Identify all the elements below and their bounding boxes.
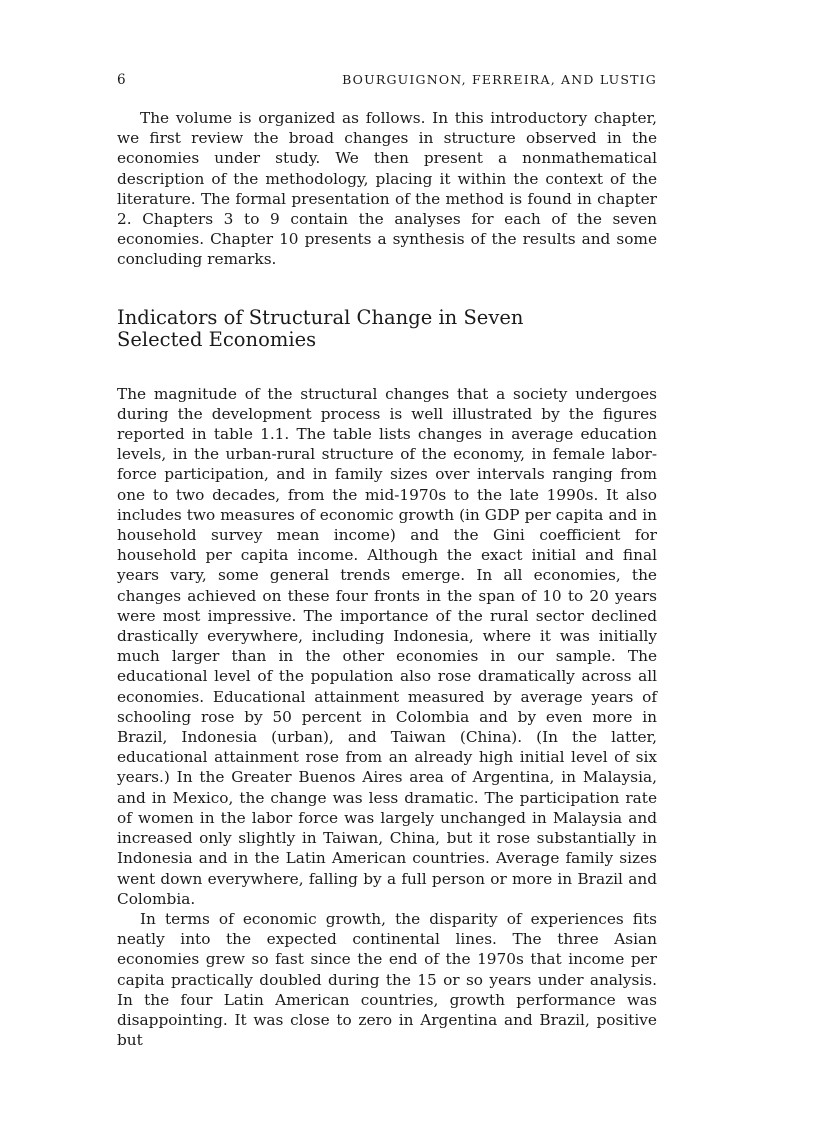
running-head-authors: BOURGUIGNON, FERREIRA, AND LUSTIG: [342, 72, 657, 87]
body-paragraph-1: The magnitude of the structural changes that a society undergoes during the development process is well illustrated by the figures reported in table 1.1. The table lists changes in average education levels, in the urban-rural structure of the economy, in female labor-force participation, and in family sizes over intervals ranging from one to two decades, from the mid-1970s to the late 1990s. It also includes two measures of economic growth (in GDP per capita and in household survey mean income) and the Gini coefficient for household per capita income. Although the exact initial and final years vary, some general trends emerge. In all economies, the changes achieved on these four fronts in the span of 10 to 20 years were most impressive. The importance of the rural sector declined drastically everywhere, including Indonesia, where it was initially much larger than in the other economies in our sample. The educational level of the population also rose dramatically across all economies. Educational attainment measured by average years of schooling rose by 50 percent in Colombia and by even more in Brazil, Indonesia (urban), and Taiwan (China). (In the latter, educational attainment rose from an already high initial level of six years.) In the Greater Buenos Aires area of Argentina, in Malaysia, and in Mexico, the change was less dramatic. The participation rate of women in the labor force was largely unchanged in Malaysia and increased only slightly in Taiwan, China, but it rose substantially in Indonesia and in the Latin American countries. Average family sizes went down everywhere, falling by a full person or more in Brazil and Colombia.: [117, 384, 657, 908]
running-head: [117, 72, 657, 92]
book-page: [117, 72, 657, 1050]
page-number: 6: [117, 72, 127, 88]
body-paragraph-2: In terms of economic growth, the disparity of experiences fits neatly into the expected continental lines. The three Asian economies grew so fast since the end of the 1970s that income per capita practically doubled during the 15 or so years under analysis. In the four Latin American countries, growth performance was disappointing. It was close to zero in Argentina and Brazil, positive but: [117, 909, 657, 1050]
intro-paragraph: The volume is organized as follows. In this introductory chapter, we first review the broad changes in structure observed in the economies under study. We then present a nonmathematical description of the methodology, placing it within the context of the literature. The formal presentation of the method is found in chapter 2. Chapters 3 to 9 contain the analyses for each of the seven economies. Chapter 10 presents a synthesis of the results and some concluding remarks.: [117, 109, 657, 269]
section-heading: Indicators of Structural Change in Seven Selected Economies: [117, 305, 524, 351]
